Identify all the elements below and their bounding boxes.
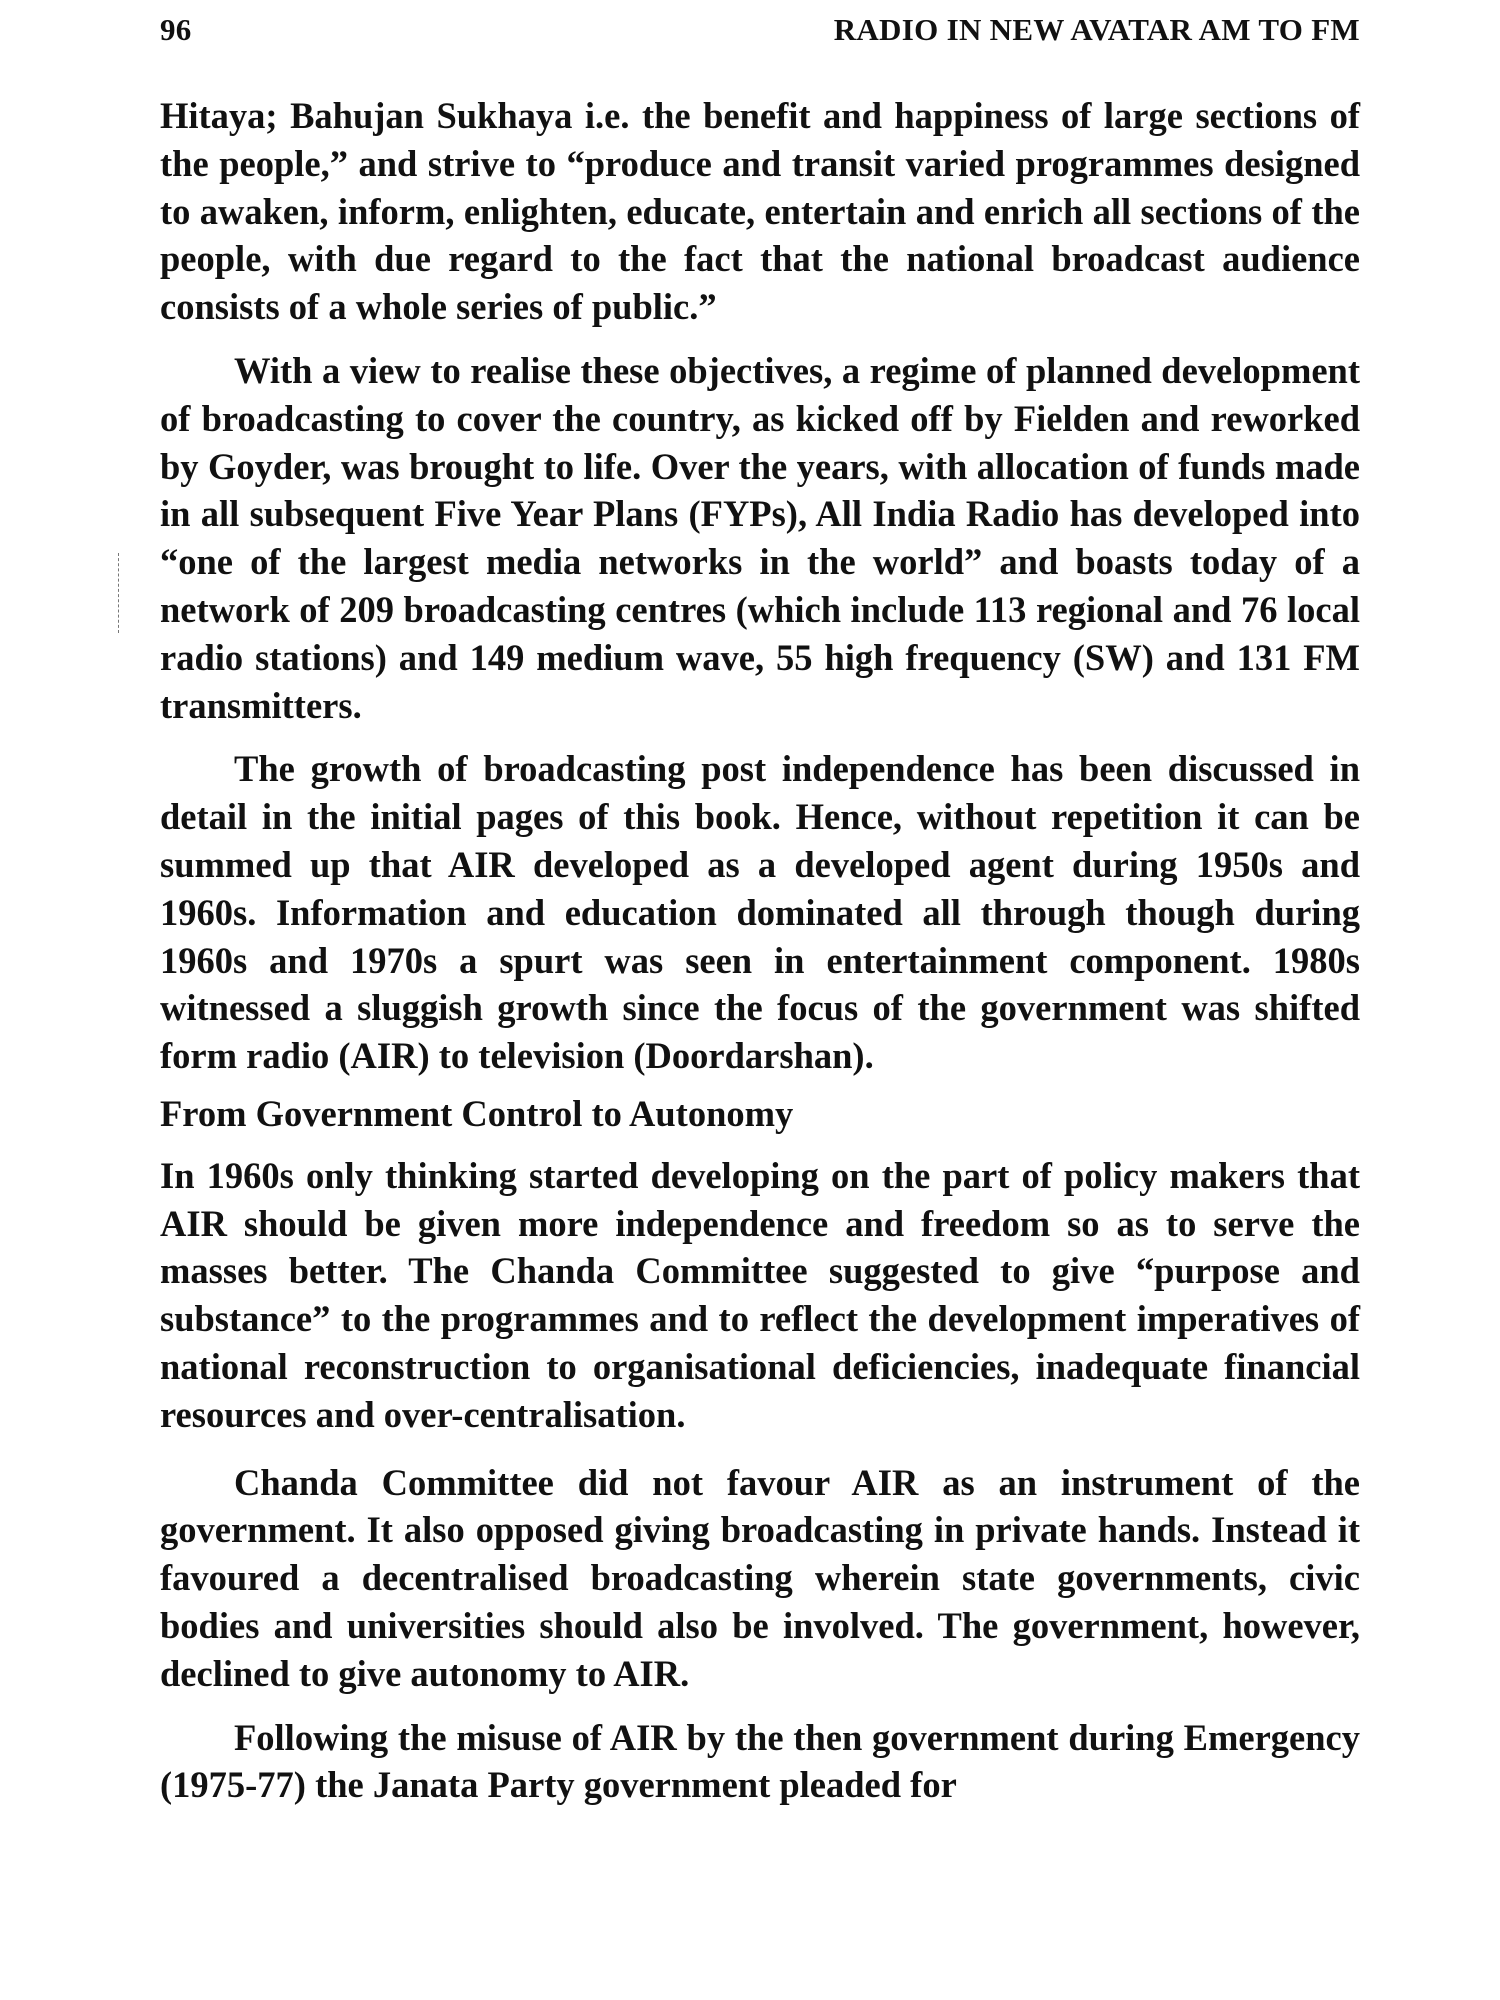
paragraph: The growth of broadcasting post independence has been discussed in detail in the initial pages of this book. Hence, without repetition it can be summed up that AIR developed as a developed agent during 1950s and 1960s. Information and education dominated all through though during 1960s and 1970s a spurt was seen in entertainment component. 1980s witnessed a sluggish growth since the focus of the government was shifted form radio (AIR) to television (Doordarshan). — [160, 748, 1360, 1077]
running-header — [160, 12, 1360, 62]
paragraph: In 1960s only thinking started developing on the part of policy makers that AIR should be given more independence and freedom so as to serve the masses better. The Chanda Committee suggested to give “purpose and substance” to the programmes and to reflect the development imperatives of national reconstruction to organisational deficiencies, inadequate financial resources and over-centralisation. — [160, 1154, 1360, 1435]
paragraph: With a view to realise these objectives, a regime of planned development of broadcasting to cover the country, as kicked off by Fielden and reworked by Goyder, was brought to life. Over the years, with allocation of funds made in all subsequent Five Year Plans (FYPs), All India Radio has developed into “one of the largest media networks in the world” and boasts today of a network of 209 broadcasting centres (which include 113 regional and 76 local radio stations) and 149 medium wave, 55 high frequency (SW) and 131 FM transmitters. — [160, 349, 1360, 726]
scan-margin-mark — [118, 553, 120, 633]
paragraph-continued: Hitaya; Bahujan Sukhaya i.e. the benefit and happiness of large sections of the people,” and strive to “produce and transit varied programmes designed to awaken, inform, enlighten, educate, entertain and enrich all sections of the people, with due regard to the fact that the national broadcast audience consists of a whole series of public.” — [160, 95, 1360, 328]
page-number: 96 — [160, 12, 192, 47]
paragraph-truncated: Following the misuse of AIR by the then government during Emergency (1975-77) the Janata Party government pleaded for — [160, 1716, 1360, 1806]
paragraph: Chanda Committee did not favour AIR as an instrument of the government. It also opposed giving broadcasting in private hands. Instead it favoured a decentralised broadcasting wherein state governments, civic bodies and universities should also be involved. The government, however, declined to give autonomy to AIR. — [160, 1461, 1360, 1694]
section-heading: From Government Control to Autonomy — [160, 1092, 794, 1134]
running-title: RADIO IN NEW AVATAR AM TO FM — [833, 12, 1360, 47]
body-text — [160, 92, 1360, 1825]
